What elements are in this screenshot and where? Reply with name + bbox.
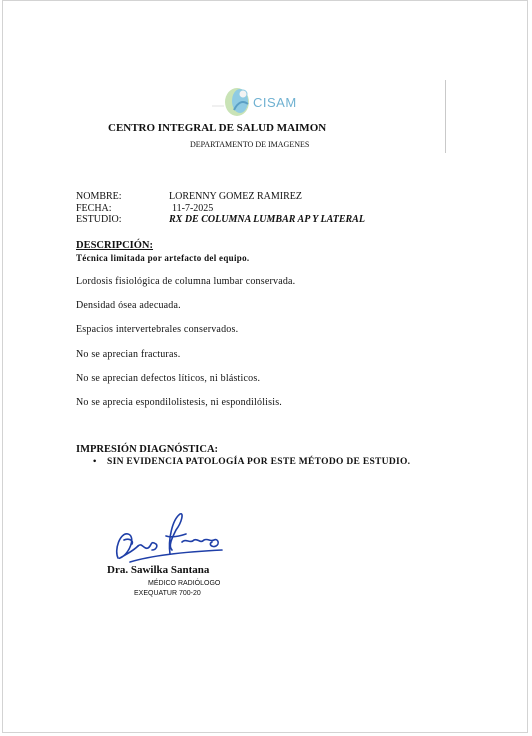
finding-item: Espacios intervertebrales conservados. [76,324,239,335]
description-title: DESCRIPCIÓN: [76,240,154,251]
finding-item: No se aprecian defectos líticos, ni blásticos. [76,373,261,384]
finding-item: No se aprecian fracturas. [76,349,181,360]
doctor-name: Dra. Sawilka Santana [107,564,210,576]
impression-item-text: SIN EVIDENCIA PATOLOGÍA POR ESTE MÉTODO DE ESTUDIO. [107,457,411,467]
impression-title: IMPRESIÓN DIAGNÓSTICA: [76,444,219,455]
finding-item: Lordosis fisiológica de columna lumbar conservada. [76,276,296,287]
study-value: RX DE COLUMNA LUMBAR AP Y LATERAL [169,214,365,225]
patient-name-value: LORENNY GOMEZ RAMIREZ [169,191,302,202]
finding-item: No se aprecia espondilolistesis, ni espondilólisis. [76,397,283,408]
department-name: DEPARTAMENTO DE IMAGENES [190,140,310,149]
study-row [76,214,365,225]
bullet-icon: • [93,457,97,467]
study-label: ESTUDIO: [76,214,122,225]
center-name: CENTRO INTEGRAL DE SALUD MAIMON [108,122,327,134]
date-row [76,203,213,214]
doctor-license: EXEQUATUR 700-20 [134,590,201,597]
doctor-title: MÉDICO RADIÓLOGO [148,580,221,587]
header-divider [445,80,446,153]
logo-wordmark: CISAM [253,95,297,110]
impression-item [93,457,410,467]
signature-image [110,510,230,566]
patient-name-row [76,191,302,202]
date-label: FECHA: [76,203,112,214]
technique-note: Técnica limitada por artefacto del equipo. [76,253,250,263]
finding-item: Densidad ósea adecuada. [76,300,181,311]
impression-list [93,457,410,467]
date-value: 11-7-2025 [172,203,214,214]
patient-name-label: NOMBRE: [76,191,122,202]
